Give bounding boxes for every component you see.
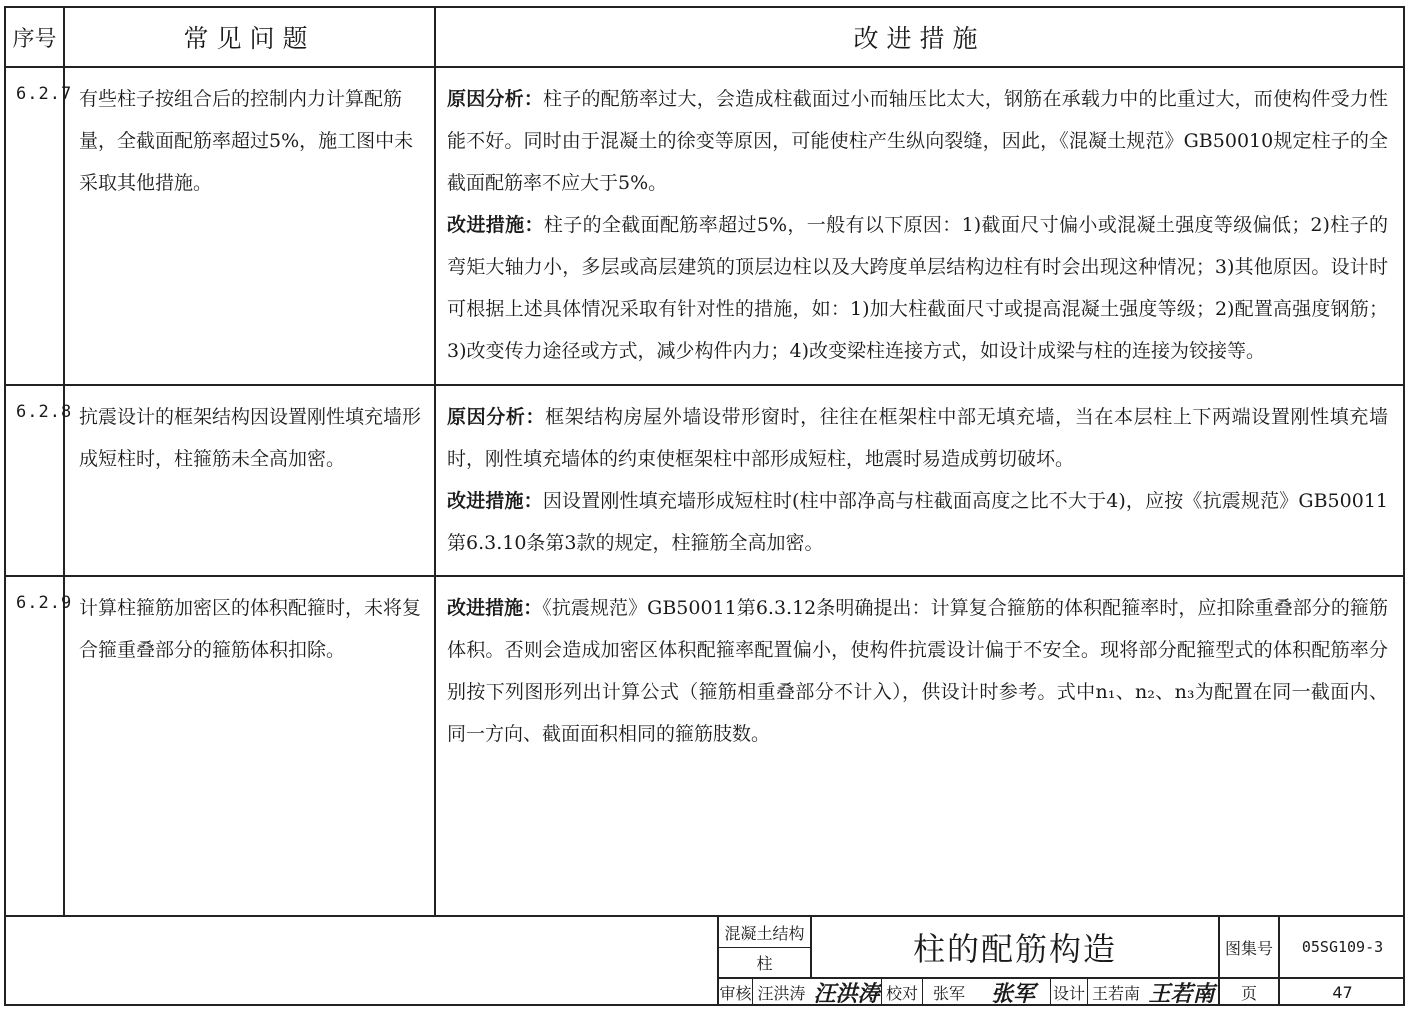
row-problem: 计算柱箍筋加密区的体积配箍时，未将复合箍重叠部分的箍筋体积扣除。 — [79, 597, 422, 661]
designer-signature: 王若南 — [1148, 981, 1215, 1007]
paragraph-text: 因设置刚性填充墙形成短柱时(柱中部净高与柱截面高度之比不大于4)，应按《抗震规范》GB50011第6.3.10条第3款的规定，柱箍筋全高加密。 — [447, 490, 1388, 554]
paragraph-text: 框架结构房屋外墙设带形窗时，往往在框架柱中部无填充墙，当在本层柱上下两端设置刚性填充墙时，刚性填充墙体的约束使框架柱中部形成短柱，地震时易造成剪切破坏。 — [447, 406, 1388, 470]
design-label: 设计 — [1052, 984, 1085, 1003]
improvement-paragraph — [447, 587, 1388, 755]
header-measure: 改进措施 — [853, 24, 986, 53]
cause-analysis-paragraph — [447, 396, 1388, 480]
category-label: 混凝土结构 — [724, 923, 805, 943]
paragraph-label: 改进措施： — [447, 597, 543, 619]
row-problem: 抗震设计的框架结构因设置刚性填充墙形成短柱时，柱箍筋未全高加密。 — [79, 406, 422, 470]
row-measures — [436, 396, 1396, 564]
row-measures — [436, 587, 1396, 755]
paragraph-label: 改进措施： — [447, 214, 544, 236]
row-measures — [436, 78, 1396, 372]
header-problem: 常见问题 — [183, 24, 316, 53]
checker-signature: 张军 — [990, 981, 1035, 1007]
reviewer-name: 汪洪涛 — [757, 984, 806, 1003]
paragraph-label: 原因分析： — [447, 88, 544, 110]
check-label: 校对 — [885, 984, 918, 1003]
atlas-number-label: 图集号 — [1224, 938, 1273, 958]
header-divider — [4, 66, 1405, 68]
header-seq: 序号 — [12, 26, 57, 52]
row-divider — [4, 575, 1405, 577]
atlas-number: 05SG109-3 — [1301, 938, 1384, 956]
designer-name: 王若南 — [1091, 984, 1140, 1003]
row-seq: 6.2.7 — [16, 84, 73, 104]
cause-analysis-paragraph — [447, 78, 1388, 204]
subcategory-label: 柱 — [756, 954, 773, 973]
reviewer-signature: 汪洪涛 — [813, 981, 880, 1007]
row-seq: 6.2.8 — [16, 402, 73, 422]
checker-name: 张军 — [932, 984, 965, 1003]
improvement-paragraph — [447, 204, 1388, 372]
paragraph-text: 柱子的配筋率过大，会造成柱截面过小而轴压比太大，钢筋在承载力中的比重过大，而使构件受力性能不好。同时由于混凝土的徐变等原因，可能使柱产生纵向裂缝，因此，《混凝土规范》GB50010规定柱子的全截面配筋率不应大于5%。 — [447, 88, 1388, 194]
page-label: 页 — [1240, 984, 1257, 1003]
paragraph-text: 柱子的全截面配筋率超过5%，一般有以下原因：1)截面尺寸偏小或混凝土强度等级偏低；2)柱子的弯矩大轴力小，多层或高层建筑的顶层边柱以及大跨度单层结构边柱有时会出现这种情况；3)其他原因。设计时可根据上述具体情况采取有针对性的措施，如：1)加大柱截面尺寸或提高混凝土强度等级；2)配置高强度钢筋；3)改变传力途径或方式，减少构件内力；4)改变梁柱连接方式，如设计成梁与柱的连接为铰接等。 — [447, 214, 1388, 362]
page-number: 47 — [1332, 983, 1353, 1002]
paragraph-label: 原因分析： — [447, 406, 546, 428]
paragraph-label: 改进措施： — [447, 490, 543, 512]
row-divider — [4, 384, 1405, 386]
improvement-paragraph — [447, 480, 1388, 564]
row-seq: 6.2.9 — [16, 593, 73, 613]
paragraph-text: 《抗震规范》GB50011第6.3.12条明确提出：计算复合箍筋的体积配箍率时，应扣除重叠部分的箍筋体积。否则会造成加密区体积配箍率配置偏小，使构件抗震设计偏于不安全。现将部分配箍型式的体积配筋率分别按下列图形列出计算公式（箍筋相重叠部分不计入），供设计时参考。式中n₁、n₂、n₃为配置在同一截面内、同一方向、截面面积相同的箍筋肢数。 — [447, 597, 1388, 745]
row-problem: 有些柱子按组合后的控制内力计算配筋量，全截面配筋率超过5%，施工图中未采取其他措施。 — [79, 88, 414, 194]
review-label: 审核 — [719, 984, 752, 1003]
drawing-title: 柱的配筋构造 — [912, 930, 1117, 968]
